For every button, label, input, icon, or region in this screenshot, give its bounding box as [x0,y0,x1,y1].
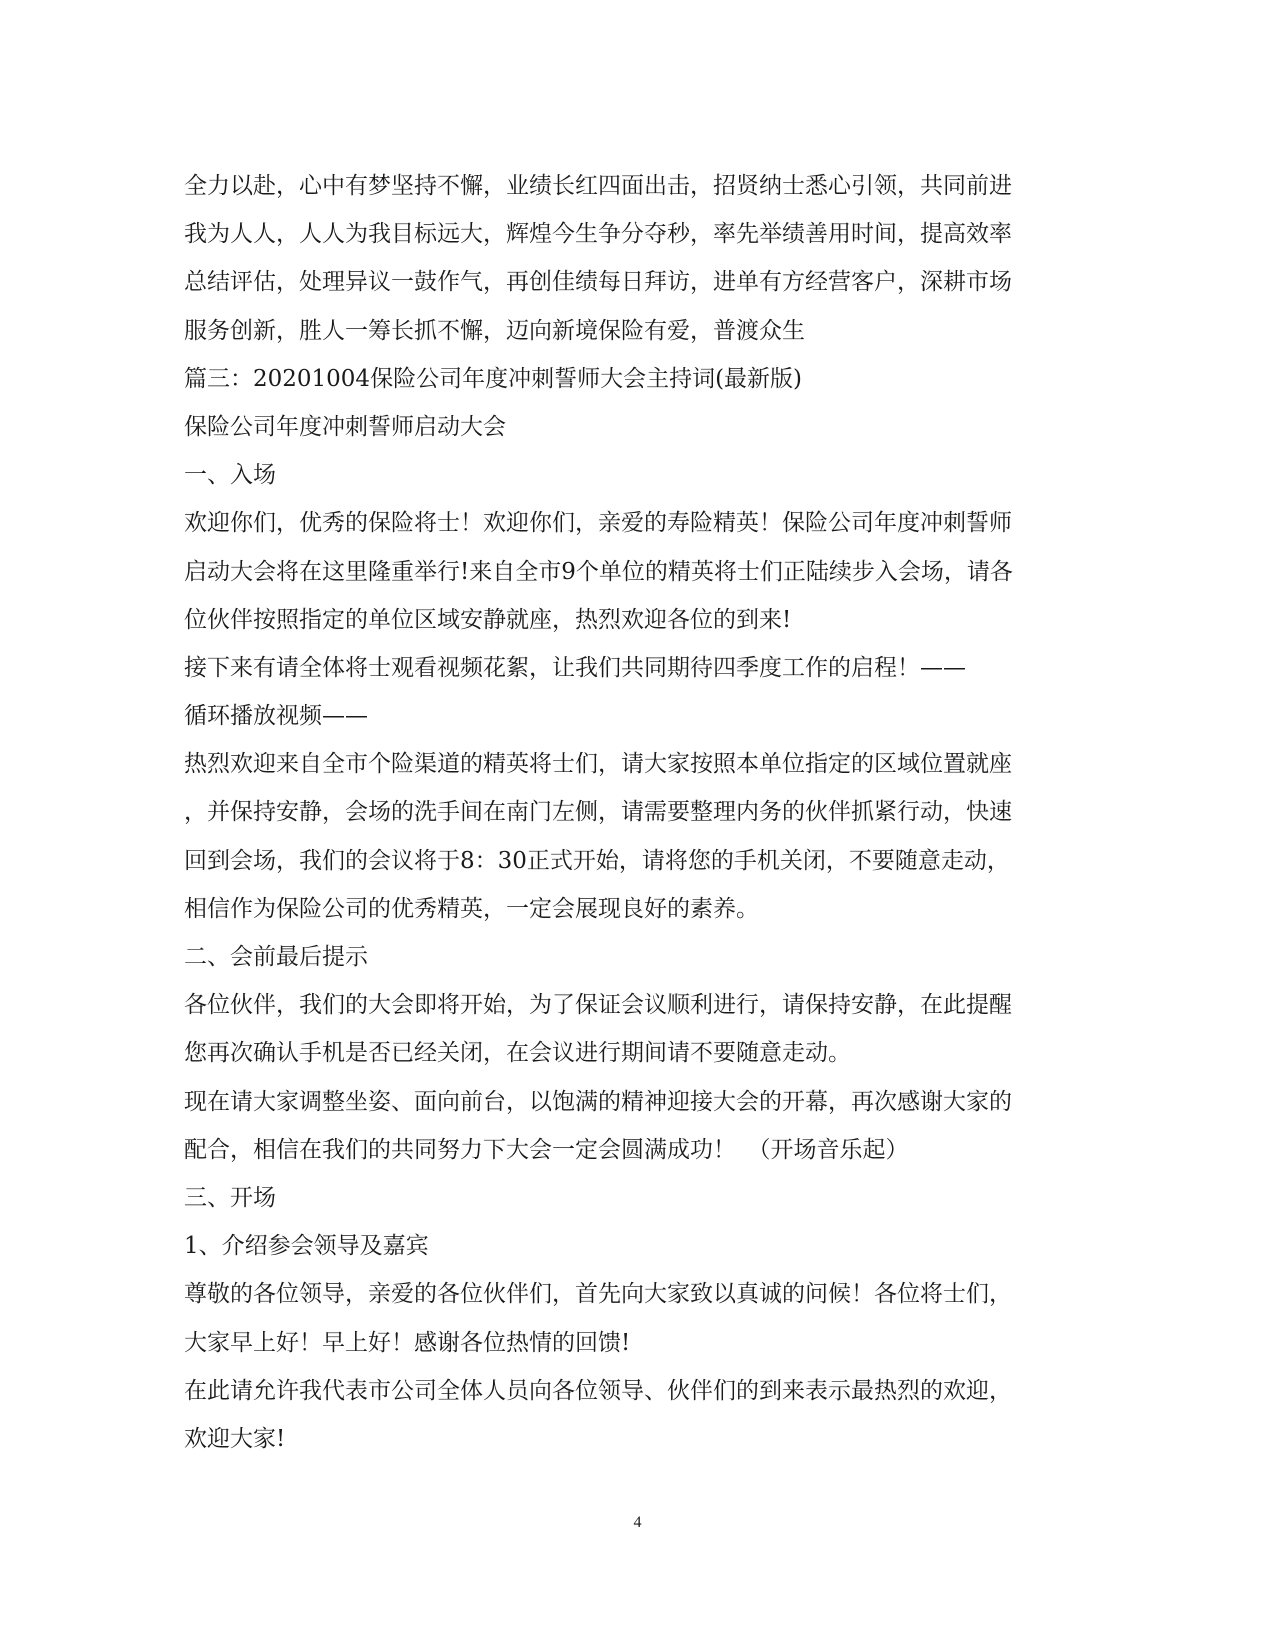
text-line: 总结评估，处理异议一鼓作气，再创佳绩每日拜访，进单有方经营客户，深耕市场 [184,269,1012,296]
text-line: 各位伙伴，我们的大会即将开始，为了保证会议顺利进行，请保持安静，在此提醒 [184,992,1012,1019]
text-line: 大家早上好！早上好！感谢各位热情的回馈! [184,1329,631,1356]
text-line: 篇三：20201004保险公司年度冲刺誓师大会主持词(最新版) [184,365,803,392]
text-line: ，并保持安静，会场的洗手间在南门左侧，请需要整理内务的伙伴抓紧行动，快速 [184,799,1012,826]
text-line: 您再次确认手机是否已经关闭，在会议进行期间请不要随意走动。 [184,1040,851,1067]
text-line: 在此请允许我代表市公司全体人员向各位领导、伙伴们的到来表示最热烈的欢迎， [184,1377,1012,1404]
text-line: 配合，相信在我们的共同努力下大会一定会圆满成功！ （开场音乐起） [184,1136,909,1163]
page-number: 4 [633,1514,642,1531]
text-line: 一、入场 [184,462,276,489]
text-line: 启动大会将在这里隆重举行!来自全市9个单位的精英将士们正陆续步入会场，请各 [184,558,1013,585]
text-line: 位伙伴按照指定的单位区域安静就座，热烈欢迎各位的到来! [184,606,792,633]
text-line: 欢迎大家! [184,1425,286,1452]
text-line: 热烈欢迎来自全市个险渠道的精英将士们，请大家按照本单位指定的区域位置就座 [184,751,1012,778]
text-line: 二、会前最后提示 [184,944,368,970]
document-body [184,162,1084,1463]
text-line: 接下来有请全体将士观看视频花絮，让我们共同期待四季度工作的启程！—— [184,654,966,681]
text-line: 现在请大家调整坐姿、面向前台，以饱满的精神迎接大会的开幕，再次感谢大家的 [184,1088,1012,1115]
text-line: 三、开场 [184,1184,276,1211]
text-line: 服务创新，胜人一筹长抓不懈，迈向新境保险有爱，普渡众生 [184,317,805,344]
text-line: 我为人人，人人为我目标远大，辉煌今生争分夺秒，率先举绩善用时间，提高效率 [184,221,1012,248]
text-line: 回到会场，我们的会议将于8：30正式开始，请将您的手机关闭，不要随意走动， [184,847,1010,874]
text-line: 相信作为保险公司的优秀精英，一定会展现良好的素养。 [184,895,759,922]
text-line: 尊敬的各位领导，亲爱的各位伙伴们，首先向大家致以真诚的问候！各位将士们， [184,1281,1012,1308]
text-line: 1、介绍参会领导及嘉宾 [184,1233,429,1260]
text-line: 循环播放视频—— [184,703,368,730]
text-line: 欢迎你们，优秀的保险将士！欢迎你们，亲爱的寿险精英！保险公司年度冲刺誓师 [184,510,1012,537]
text-line: 保险公司年度冲刺誓师启动大会 [184,413,506,440]
text-line: 全力以赴，心中有梦坚持不懈，业绩长红四面出击，招贤纳士悉心引领，共同前进 [184,173,1012,199]
